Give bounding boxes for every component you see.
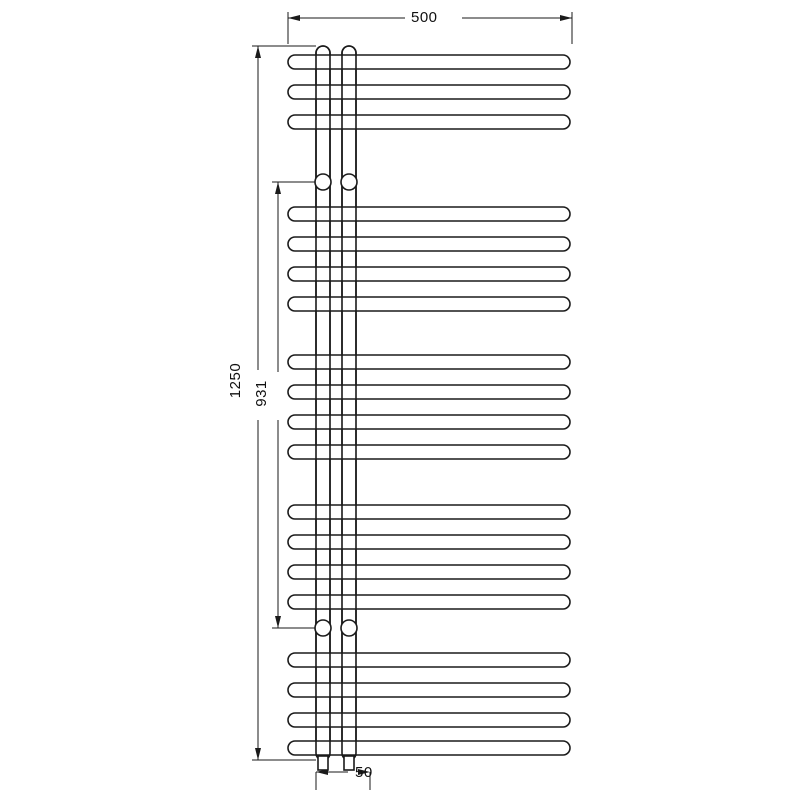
dimension-label-depth: 50 bbox=[355, 764, 373, 781]
dimension-label-width: 500 bbox=[411, 9, 438, 26]
bracket-circle bbox=[341, 620, 357, 636]
bracket-circle bbox=[341, 174, 357, 190]
bracket-circle bbox=[315, 620, 331, 636]
bracket-circle bbox=[315, 174, 331, 190]
connection-stub bbox=[318, 756, 328, 770]
connection-stub bbox=[344, 756, 354, 770]
dimension-label-bracket-centres: 931 bbox=[252, 380, 270, 407]
bottom-connections bbox=[318, 756, 354, 770]
dimension-label-height: 1250 bbox=[227, 362, 245, 399]
